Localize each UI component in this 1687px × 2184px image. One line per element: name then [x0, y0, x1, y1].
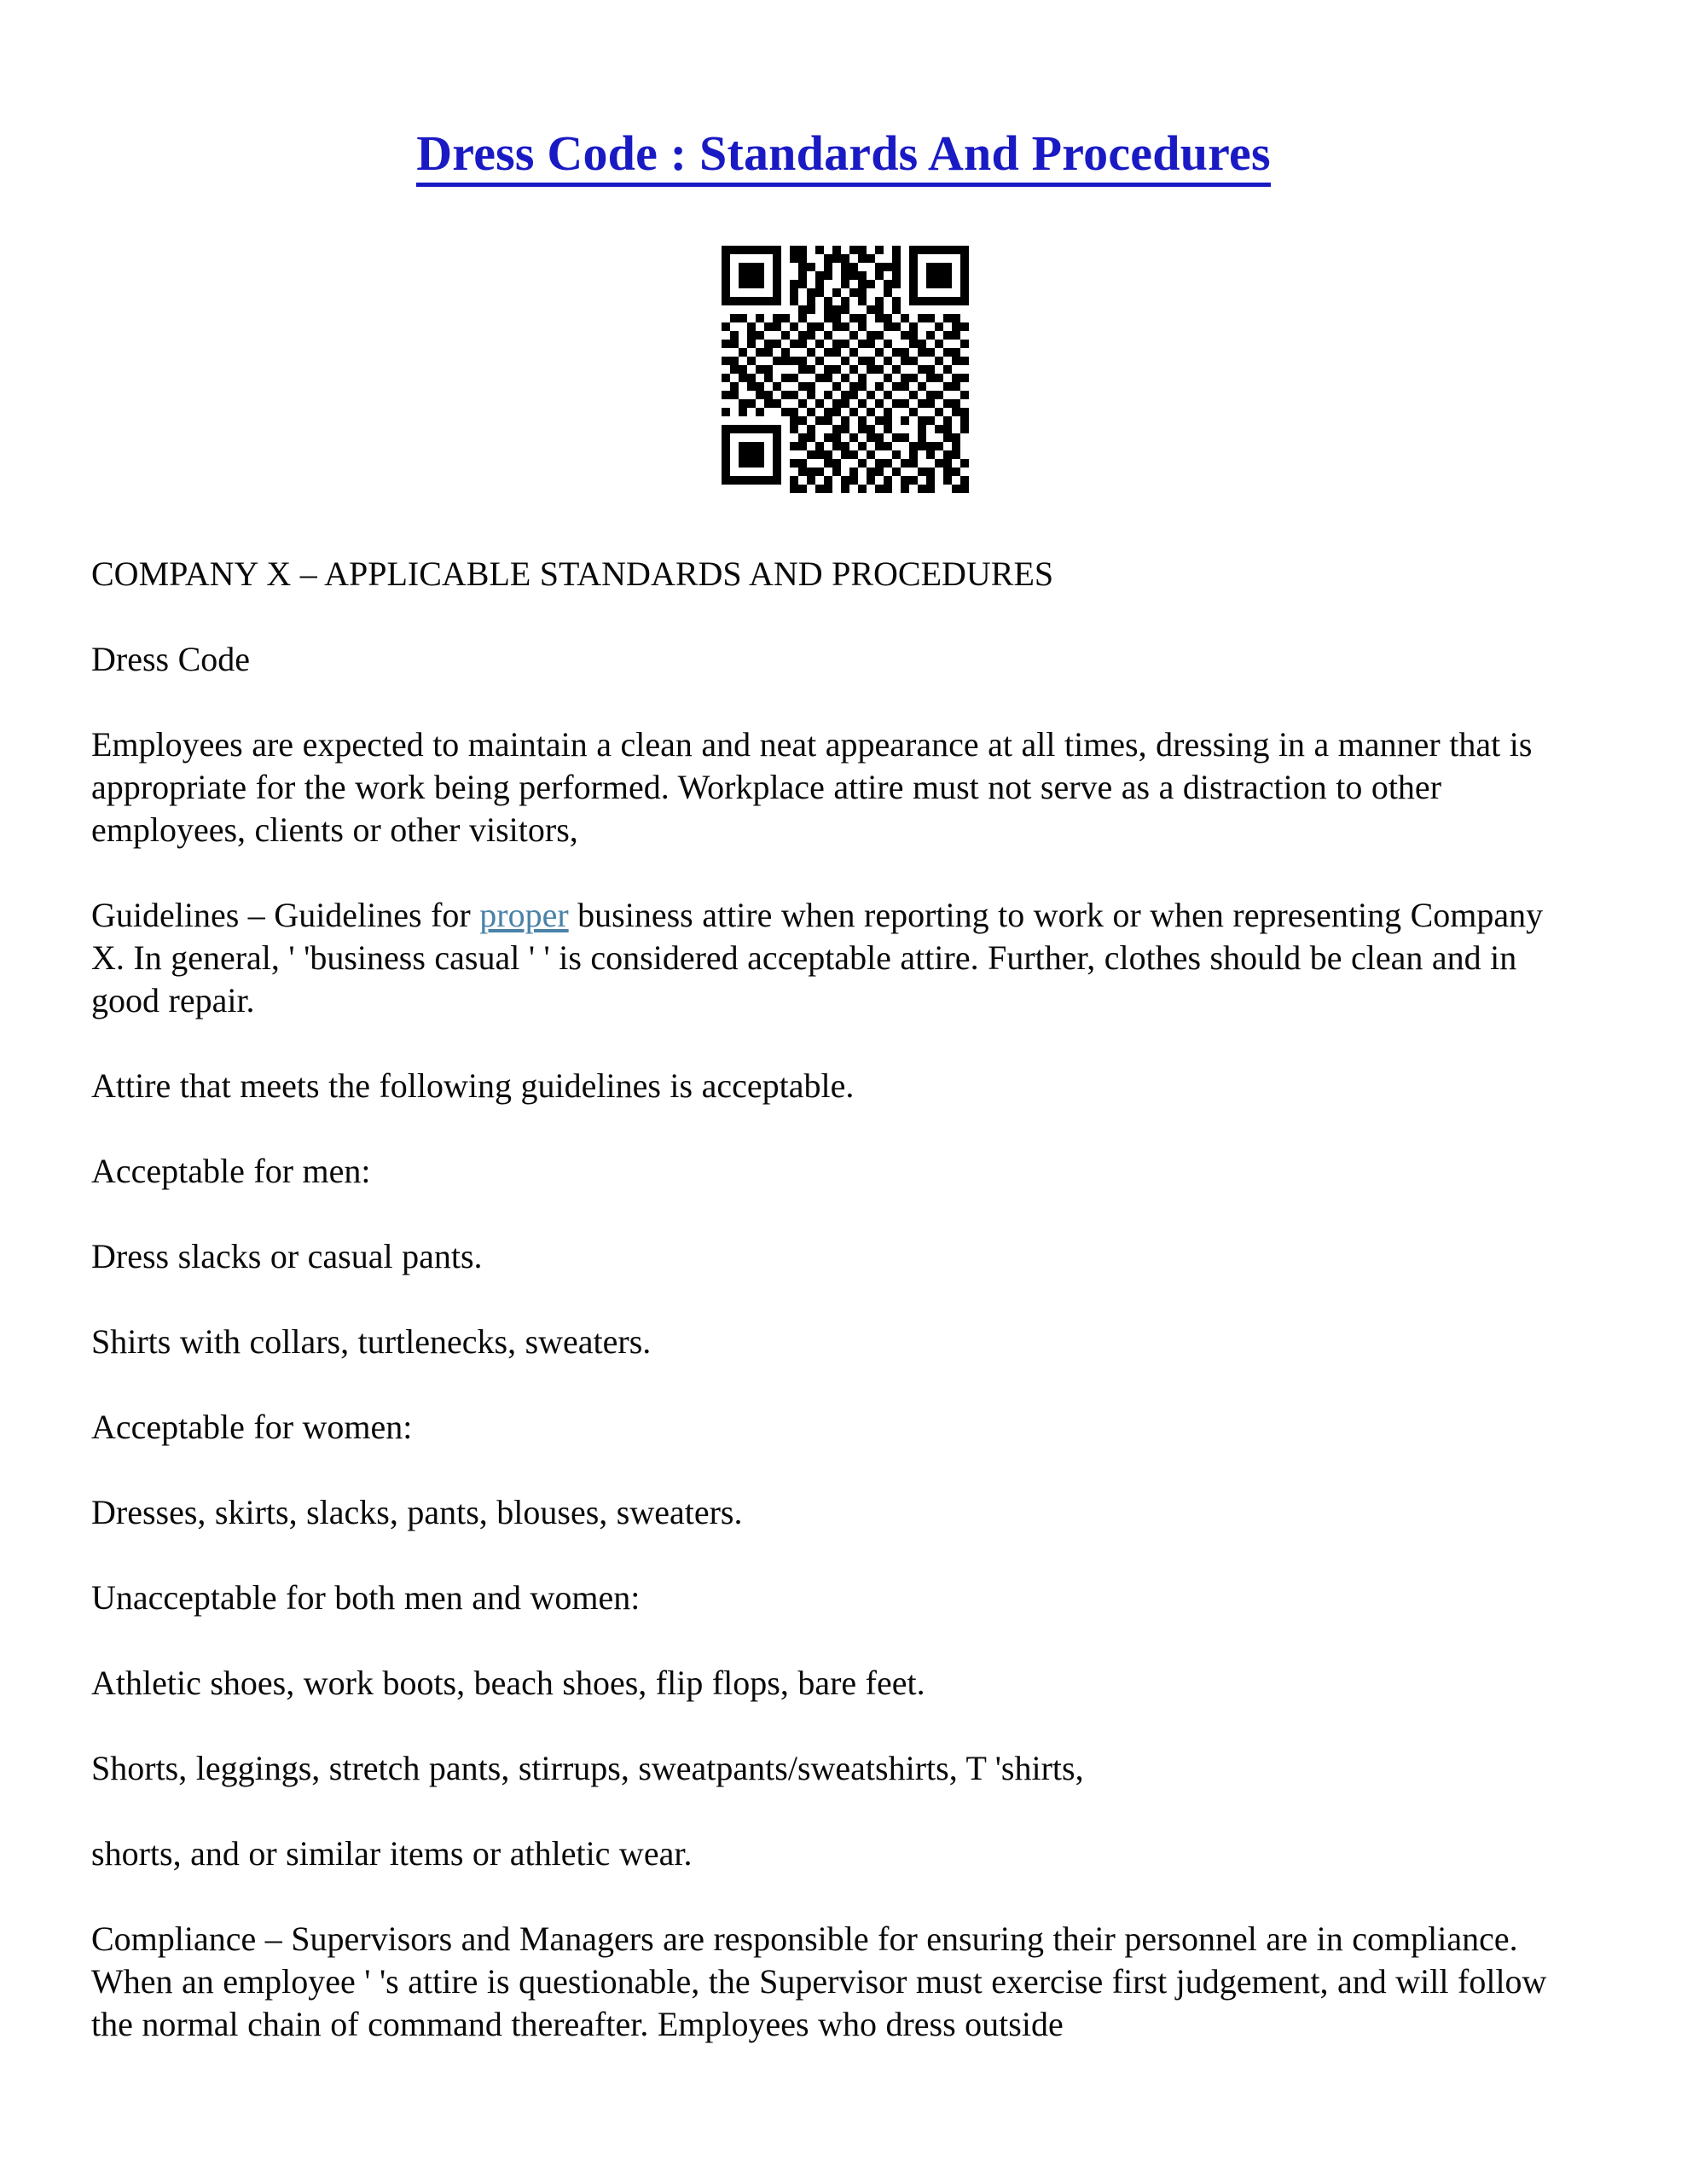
- paragraph-appearance: Employees are expected to maintain a clean and neat appearance at all times, dressing in a manner that is appropriate for the work being performed. Workplace attire must not serve as a distraction to other employees, clients or other visitors,: [91, 725, 1533, 849]
- paragraph-compliance: Compliance – Supervisors and Managers are responsible for ensuring their personnel are in compliance. When an employee ' 's attire is questionable, the Supervisor must exercise first judgement, and will follow the normal chain of command thereafter. Employees who dress outside: [91, 1920, 1547, 2043]
- paragraph-attire-acceptable: Attire that meets the following guidelines is acceptable.: [91, 1066, 855, 1105]
- page-title-text: Dress Code : Standards And Procedures: [416, 129, 1271, 187]
- list-item-women-dresses: Dresses, skirts, slacks, pants, blouses, sweaters.: [91, 1493, 743, 1531]
- list-item-unacceptable-shorts: Shorts, leggings, stretch pants, stirrups, sweatpants/sweatshirts, T 'shirts,: [91, 1749, 1084, 1787]
- proper-link[interactable]: proper: [479, 896, 569, 934]
- list-item-men-slacks: Dress slacks or casual pants.: [91, 1237, 483, 1275]
- section-subheading-dress-code: Dress Code: [91, 640, 251, 678]
- guidelines-text-before: Guidelines – Guidelines for: [91, 896, 480, 934]
- page-title: [0, 125, 1687, 187]
- list-item-unacceptable-athletic-wear: shorts, and or similar items or athletic wear.: [91, 1834, 693, 1873]
- qr-code-image: [722, 246, 969, 493]
- qr-code: [722, 246, 969, 493]
- list-item-men-shirts: Shirts with collars, turtlenecks, sweaters.: [91, 1322, 652, 1361]
- heading-acceptable-men: Acceptable for men:: [91, 1152, 371, 1190]
- paragraph-guidelines: [91, 894, 1563, 1022]
- section-heading-company: COMPANY X – APPLICABLE STANDARDS AND PROCEDURES: [91, 555, 1054, 593]
- heading-acceptable-women: Acceptable for women:: [91, 1408, 413, 1446]
- heading-unacceptable-both: Unacceptable for both men and women:: [91, 1578, 641, 1617]
- guidelines-text-after: business attire when reporting to work or when representing Company X. In general, ' 'business casual ' ' is considered acceptable attire. Further, clothes should be clean and in good repair.: [91, 896, 1544, 1019]
- document-body: [91, 553, 1563, 2046]
- list-item-unacceptable-shoes: Athletic shoes, work boots, beach shoes, flip flops, bare feet.: [91, 1664, 925, 1702]
